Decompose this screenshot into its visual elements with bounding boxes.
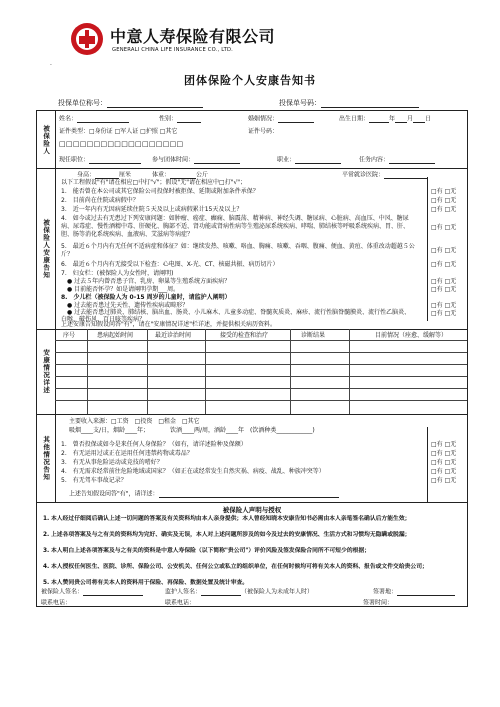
gender-blank[interactable] [177, 115, 201, 123]
col-header-seq: 序号 [63, 332, 76, 339]
year-label: 年 [389, 115, 396, 123]
no-checkbox[interactable]: □无 [444, 468, 457, 475]
marital-field[interactable] [248, 115, 314, 123]
policy-holder-field[interactable] [58, 99, 203, 108]
col-header-onset: 患病起始时间 [97, 332, 134, 339]
health-section-label: 被保险人安康告知 [42, 218, 51, 279]
declaration-title: 被保险人声明与授权 [222, 506, 282, 514]
no-checkbox[interactable]: □无 [444, 188, 457, 195]
women-section-heading: 7. 妇女栏：(被保险人为女性时，请阐明) [61, 270, 174, 277]
health-declaration-form [36, 110, 468, 607]
marital-blank[interactable] [278, 115, 314, 123]
declaration-item-3: 3. 本人明白上述各项答案及与之有关的资料是中意人寿保险（以下简称"贵公司"）评价风险及签发保险合同所不可短少的根据； [43, 548, 371, 554]
no-checkbox[interactable]: □无 [444, 197, 457, 204]
other-q2-yes-no[interactable] [431, 450, 456, 458]
employer-field[interactable] [59, 156, 141, 164]
phone-field[interactable] [41, 599, 143, 607]
insured-section-label: 被保险人 [42, 124, 51, 155]
gender-label: 性别： [159, 115, 178, 123]
company-name-en: GENERALI CHINA LIFE INSURANCE CO., LTD. [112, 47, 234, 53]
health-question-1: 1. 能否曾在本公司或其它保险公司投保时被拒保、延期或附加条件承保？ [61, 188, 259, 195]
height-unit: 厘米 [119, 171, 132, 179]
occupation-field[interactable] [277, 156, 341, 164]
no-checkbox[interactable]: □无 [444, 450, 457, 457]
day-label: 日 [425, 115, 432, 123]
no-checkbox[interactable]: □无 [444, 286, 457, 293]
marital-label: 婚姻情况： [248, 115, 279, 123]
employer-blank[interactable] [89, 156, 141, 164]
height-field[interactable] [77, 171, 131, 179]
hospital-field[interactable] [342, 171, 428, 179]
weight-label: 体重： [152, 171, 171, 179]
sign-date-field[interactable] [363, 599, 455, 607]
weight-unit: 公斤 [196, 171, 209, 179]
answer-instructions: 以下工程假设"有"请在相应□中打"√"；假设"无"请在相应中□打"√"； [61, 179, 247, 186]
q2-yes-no[interactable] [431, 197, 456, 205]
id-number-label: 证件号码： [248, 128, 279, 135]
name-label: 姓名： [59, 115, 78, 123]
detail-section-label: 安康情况详述 [42, 349, 51, 394]
application-no-field[interactable] [279, 99, 419, 108]
income-source-options[interactable]: 主要收入来源：□工资 □投资 □租金 □其它 [69, 418, 200, 425]
month-label: 月 [407, 115, 414, 123]
id-type-options[interactable]: 证件类型：□身份证 □军人证 □护照 □其它 [59, 128, 178, 135]
child-question-2: ● 过去能否患过肺炎、肺结核、脑出血、肠炎、小儿麻木、儿童多动症、脊髓灰质炎、麻疹、流行性脑脊髓膜炎、流行性乙脑炎、白喉、破伤风、百日咳等疾病？ [61, 309, 411, 323]
child-section-heading: 8. 少儿栏（被保险人为 0-15 周岁的儿童时，请监护人阐明） [61, 294, 231, 301]
yes-checkbox[interactable]: □有 [431, 188, 443, 195]
other-q3-yes-no[interactable] [431, 459, 456, 467]
policy-holder-label: 投保单位称号： [58, 99, 107, 107]
declaration-item-1-text: 本人经过仔细阅后确认上述一切问题的答案及有关资料均由本人亲身提供；本人曾经知晓本安康告知书必需由本人亲笔签名确认后方能生效； [51, 516, 411, 522]
guardian-signature-label: 监护人签名： [165, 588, 202, 596]
yes-checkbox[interactable]: □有 [431, 197, 443, 204]
no-checkbox[interactable]: □无 [444, 477, 457, 484]
yes-checkbox[interactable]: □有 [431, 468, 443, 475]
hospital-label: 平常就诊医院： [342, 171, 385, 179]
yes-checkbox[interactable]: □有 [431, 224, 443, 231]
declaration-item-2: 2. 上述各项答案及与之有关的资料均为完好、确实及无误，本人对上述问题所涉及的如今及过去的安康情况、生活方式和习惯均无隐瞒或脱漏； [43, 532, 411, 538]
q5-yes-no[interactable] [431, 247, 456, 255]
col-header-treatment: 接受的检查和治疗 [220, 332, 269, 339]
employer-label: 现任职位： [59, 156, 90, 164]
health-question-6: 6. 最近６个月内有无接受以下检查：心电图、X-光、CT、核磁共振、病历切片） [61, 261, 279, 268]
women-q1-yes-no[interactable] [431, 278, 456, 286]
yes-checkbox[interactable]: □有 [431, 247, 443, 254]
women-q2-yes-no[interactable] [431, 286, 456, 294]
no-checkbox[interactable]: □无 [444, 261, 457, 268]
declaration-item-4: 4. 本人授权任何医生、医院、诊所、保险公司、公安机关、任何公立或私立的组织单位，在任何时候均可将有关本人的资料、报告或文件交给贵公司； [43, 564, 428, 570]
weight-field[interactable] [152, 171, 208, 179]
other-section-label: 其他情况告知 [42, 435, 51, 481]
policy-holder-blank[interactable] [107, 100, 203, 108]
sign-place-label: 签署地： [373, 588, 398, 596]
no-checkbox[interactable]: □无 [444, 206, 457, 213]
health-footer-note: 上述安康告知假设问答"有"，请在"安康情况详述"栏详述，并提供相关病历资料。 [61, 321, 277, 328]
yes-checkbox[interactable]: □有 [431, 261, 443, 268]
no-checkbox[interactable]: □无 [444, 278, 457, 285]
name-field[interactable] [59, 115, 129, 123]
insured-signature-label: 被保险人签名： [41, 588, 84, 596]
id-number-field[interactable] [248, 128, 278, 136]
col-header-diagnosis: 诊断结果 [301, 332, 326, 339]
yes-checkbox[interactable]: □有 [431, 286, 443, 293]
height-label: 身高： [77, 171, 96, 179]
declaration-item-5-text: 本人赞同贵公司将有关本人的资料用于保险、再保险、数据处置及统计审查。 [51, 580, 249, 586]
yes-checkbox[interactable]: □有 [431, 278, 443, 285]
other-question-1: 1. 曾否投保或如今是来任何人身保险？（如有，请详述险种及保额） [61, 441, 247, 448]
other-question-4: 4. 有无需求经常前往危险地域或国家？（如正在或经常发生自然灾祸、病疫、战乱、种族冲突等） [61, 468, 325, 475]
yes-checkbox[interactable]: □有 [431, 450, 443, 457]
company-name-cn: 中意人寿保险有限公司 [110, 27, 276, 46]
occupation-label: 职业： [277, 156, 296, 164]
other-footer-note[interactable] [69, 490, 339, 498]
q1-yes-no[interactable] [431, 188, 456, 196]
no-checkbox[interactable]: □无 [444, 441, 457, 448]
other-question-3: 3. 有无从事危险运动或竞技的嗜好？ [61, 459, 163, 466]
health-question-5: 5. 最近６个月内有无任何不适病症和体征？如：继续发热、咳嗽、咯血、胸痛、咳嗽、吞咽、腹痛、便血、黄疸、体重改动超越５公斤？ [61, 243, 415, 258]
birth-date-field[interactable] [339, 115, 431, 123]
child-q1-yes-no[interactable] [431, 302, 456, 310]
col-header-recent: 最近诊治时间 [155, 332, 192, 339]
health-question-4: 4. 如今或过去有无患过下列安康问题：如肿瘤、癌症、癫痫、脑震荡、精神病、神经失调、糖尿病、心脏病、高血压、中风、糖尿病、尿毒症、慢性酒精中毒、肝硬化、胸部不适、肾功能或肾病性病等生殖泌尿系统疾病、哮喘、肺结核等呼吸系统疾病、胃、肝、胆、肠等消化系统疾病、血液病、艾滋病等病症？ [61, 215, 410, 238]
health-question-3: 3. 近一年内有无因病延续住院５天及以上或病假累计15天及以上？ [61, 206, 243, 213]
q3-yes-no[interactable] [431, 206, 456, 214]
declaration-item-2-text: 上述各项答案及与之有关的资料均为完好、确实及无误，本人对上述问题所涉及的如今及过去的安康情况、生活方式和习惯均无隐瞒或脱漏； [51, 532, 411, 538]
no-checkbox[interactable]: □无 [444, 302, 457, 309]
other-footer-label: 上述告知假设问答"有"，请详述： [69, 490, 159, 498]
q4-yes-no[interactable] [431, 224, 456, 232]
duty-label: 任务内容： [359, 156, 390, 164]
stray-mark: · [50, 62, 52, 69]
application-no-label: 投保单号码： [279, 99, 321, 107]
name-blank[interactable] [77, 115, 129, 123]
yes-checkbox[interactable]: □有 [431, 477, 443, 484]
phone-label: 联系电话： [41, 599, 72, 607]
company-logo [70, 22, 370, 56]
duty-blank[interactable] [389, 156, 435, 164]
document-title: 团体保险个人安康告知书 [184, 74, 316, 87]
q6-yes-no[interactable] [431, 261, 456, 269]
gender-field[interactable] [159, 115, 201, 123]
yes-checkbox[interactable]: □有 [431, 302, 443, 309]
child-q2-yes-no[interactable] [431, 310, 456, 318]
birth-date-label: 出生日期： [339, 115, 370, 123]
women-question-1: ● 过去５年内曾否患子宫、乳房、卵巢等生殖系统方面疾病？ [61, 278, 231, 285]
insured-signature-field[interactable] [41, 588, 143, 596]
yes-checkbox[interactable]: □有 [431, 206, 443, 213]
company-emblem-icon [70, 22, 104, 56]
occupation-blank[interactable] [295, 156, 341, 164]
other-q4-yes-no[interactable] [431, 468, 456, 476]
yes-checkbox[interactable]: □有 [431, 441, 443, 448]
col-header-status: 目前情况（痊愈、缓解等） [375, 332, 448, 339]
yes-checkbox[interactable]: □有 [431, 310, 443, 317]
application-no-blank[interactable] [321, 100, 419, 108]
other-q1-yes-no[interactable] [431, 441, 456, 449]
declaration-item-3-text: 本人明白上述各项答案及与之有关的资料是中意人寿保险（以下简称"贵公司"）评价风险及签发保险合同所不可短少的根据； [51, 548, 371, 554]
no-checkbox[interactable]: □无 [444, 247, 457, 254]
declaration-item-1: 1. 本人经过仔细阅后确认上述一切问题的答案及有关资料均由本人亲身提供；本人曾经知晓本安康告知书必需由本人亲笔签名确认后方能生效； [43, 516, 411, 522]
guardian-phone-field[interactable] [165, 599, 275, 607]
no-checkbox[interactable]: □无 [444, 310, 457, 317]
duty-field[interactable] [359, 156, 435, 164]
sign-date-label: 签署时间： [363, 599, 394, 607]
health-question-2: 2. 目前尚在住院或病假中？ [61, 197, 139, 204]
smoke-drink-line[interactable]: 吸烟____支/日，烟龄____年； 饮酒____两/周，酒龄____年 (饮酒种类____________) [69, 427, 315, 434]
declaration-item-5: 5. 本人赞同贵公司将有关本人的资料用于保险、再保险、数据处置及统计审查。 [43, 580, 249, 586]
join-date-field[interactable] [152, 156, 240, 164]
guardian-signature-field[interactable] [165, 588, 313, 596]
declaration-item-4-text: 本人授权任何医生、医院、诊所、保险公司、公安机关、任何公立或私立的组织单位，在任何时候均可将有关本人的资料、报告或文件交给贵公司； [51, 564, 428, 570]
women-question-2: ● 目前能否怀孕？如是请阐明孕期___周。 [61, 286, 180, 293]
join-date-blank[interactable] [194, 156, 240, 164]
join-date-label: 参与团体时间： [152, 156, 195, 164]
guardian-phone-label: 联系电话： [165, 599, 196, 607]
no-checkbox[interactable]: □无 [444, 459, 457, 466]
other-q5-yes-no[interactable] [431, 477, 456, 485]
child-question-1: ● 过去能否患过先天性、遗传性疾病或畸形？ [61, 302, 189, 309]
other-question-5: 5. 有无驾车事故记录？ [61, 477, 127, 484]
other-question-2: 2. 有无运用过或正在运用任何违禁药物或毒品？ [61, 450, 193, 457]
yes-checkbox[interactable]: □有 [431, 459, 443, 466]
guardian-note: （被保险人为未成年人时） [241, 588, 314, 596]
sign-place-field[interactable] [373, 588, 455, 596]
no-checkbox[interactable]: □无 [444, 224, 457, 231]
id-number-boxes[interactable]: □□□□□□□□□□□□□□□□□□ [59, 140, 184, 148]
